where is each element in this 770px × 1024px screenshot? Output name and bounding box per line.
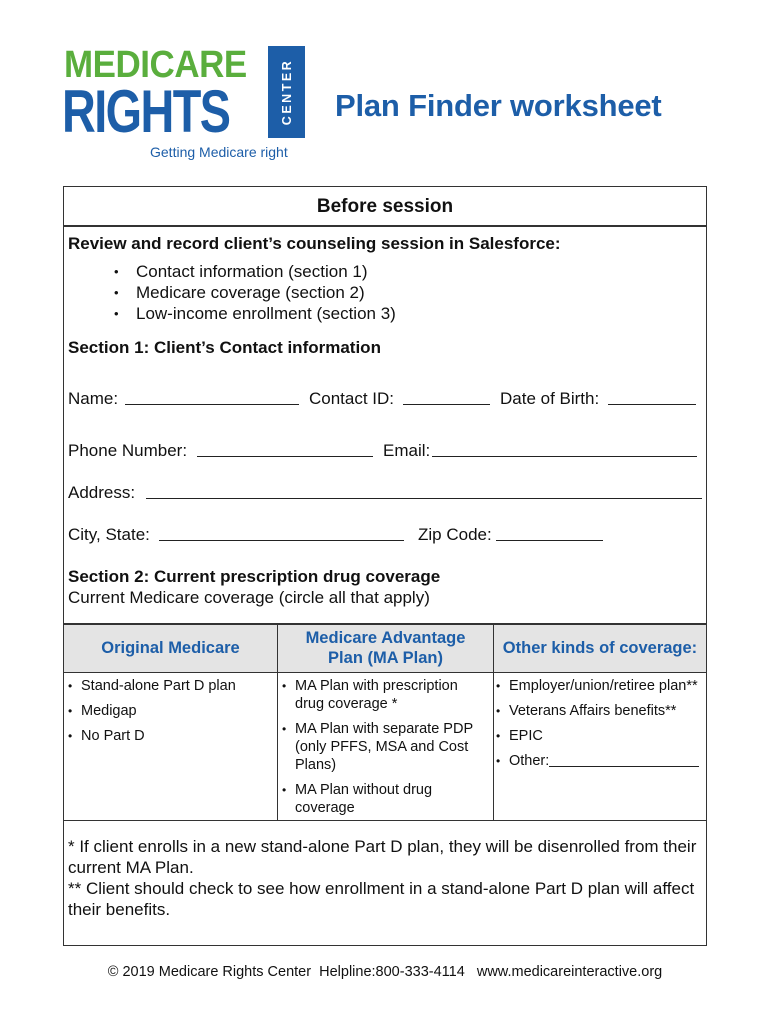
coverage-option[interactable]: • Stand-alone Part D plan bbox=[68, 677, 273, 695]
coverage-option[interactable]: • Veterans Affairs benefits** bbox=[496, 702, 702, 720]
name-field[interactable] bbox=[125, 390, 299, 405]
contact-id-field[interactable] bbox=[403, 390, 490, 405]
coverage-option[interactable]: • No Part D bbox=[68, 727, 273, 745]
email-label: Email: bbox=[383, 441, 431, 460]
address-field[interactable] bbox=[146, 484, 702, 499]
footnote-double-asterisk: ** Client should check to see how enrollment in a stand-alone Part D plan will affect their benefits. bbox=[68, 879, 695, 919]
coverage-option[interactable]: • MA Plan without drug coverage bbox=[282, 781, 487, 817]
original-medicare-options bbox=[68, 677, 273, 745]
col-header-medicare-advantage: Medicare Advantage Plan (MA Plan) bbox=[305, 629, 466, 667]
logo-word-medicare: MEDICARE bbox=[64, 44, 247, 86]
city-state-label: City, State: bbox=[68, 525, 150, 544]
email-field[interactable] bbox=[432, 442, 697, 457]
page-footer: © 2019 Medicare Rights Center Helpline:800-333-4114 www.medicareinteractive.org bbox=[107, 964, 663, 980]
section2-heading: Section 2: Current prescription drug coverage bbox=[68, 567, 441, 586]
medicare-advantage-options bbox=[282, 677, 487, 817]
before-session-heading: Before session bbox=[64, 187, 706, 227]
phone-label: Phone Number: bbox=[68, 441, 188, 460]
phone-field[interactable] bbox=[197, 442, 373, 457]
checklist-item: • Contact information (section 1) bbox=[114, 261, 396, 282]
dob-label: Date of Birth: bbox=[500, 389, 600, 408]
page-title: Plan Finder worksheet bbox=[335, 88, 662, 123]
section2-subheading: Current Medicare coverage (circle all that apply) bbox=[68, 588, 430, 607]
other-field[interactable] bbox=[549, 754, 699, 767]
dob-field[interactable] bbox=[608, 390, 696, 405]
other-coverage-options bbox=[496, 677, 702, 770]
coverage-option[interactable]: • MA Plan with prescription drug coverage * bbox=[282, 677, 487, 713]
footnotes bbox=[68, 836, 700, 920]
coverage-option[interactable]: • MA Plan with separate PDP (only PFFS, MSA and Cost Plans) bbox=[282, 720, 487, 774]
zip-label: Zip Code: bbox=[418, 525, 492, 544]
logo-word-rights: RIGHTS bbox=[62, 78, 230, 145]
other-label: Other: bbox=[509, 753, 550, 769]
logo-word-center: CENTER bbox=[279, 58, 294, 126]
address-label: Address: bbox=[68, 483, 136, 502]
worksheet-frame bbox=[63, 186, 707, 946]
review-checklist bbox=[114, 261, 396, 324]
city-state-field[interactable] bbox=[159, 526, 404, 541]
footnote-single-asterisk: * If client enrolls in a new stand-alone Part D plan, they will be disenrolled from their current MA Plan. bbox=[68, 837, 697, 877]
checklist-item: • Low-income enrollment (section 3) bbox=[114, 303, 396, 324]
zip-field[interactable] bbox=[496, 526, 603, 541]
logo-tagline: Getting Medicare right bbox=[150, 144, 288, 160]
coverage-option[interactable]: • Employer/union/retiree plan** bbox=[496, 677, 702, 695]
contact-id-label: Contact ID: bbox=[309, 389, 395, 408]
coverage-table-bottom-rule bbox=[64, 820, 706, 821]
medicare-rights-center-logo bbox=[62, 44, 312, 164]
col-header-original-medicare: Original Medicare bbox=[101, 639, 240, 657]
section1-heading: Section 1: Client’s Contact information bbox=[68, 338, 381, 357]
col-header-other-coverage: Other kinds of coverage: bbox=[502, 639, 698, 657]
checklist-item: • Medicare coverage (section 2) bbox=[114, 282, 396, 303]
logo-center-bar bbox=[268, 46, 305, 138]
coverage-option-other[interactable] bbox=[496, 752, 702, 770]
coverage-option[interactable]: • Medigap bbox=[68, 702, 273, 720]
salesforce-intro: Review and record client’s counseling session in Salesforce: bbox=[68, 234, 561, 253]
coverage-option[interactable]: • EPIC bbox=[496, 727, 702, 745]
name-label: Name: bbox=[68, 389, 119, 408]
